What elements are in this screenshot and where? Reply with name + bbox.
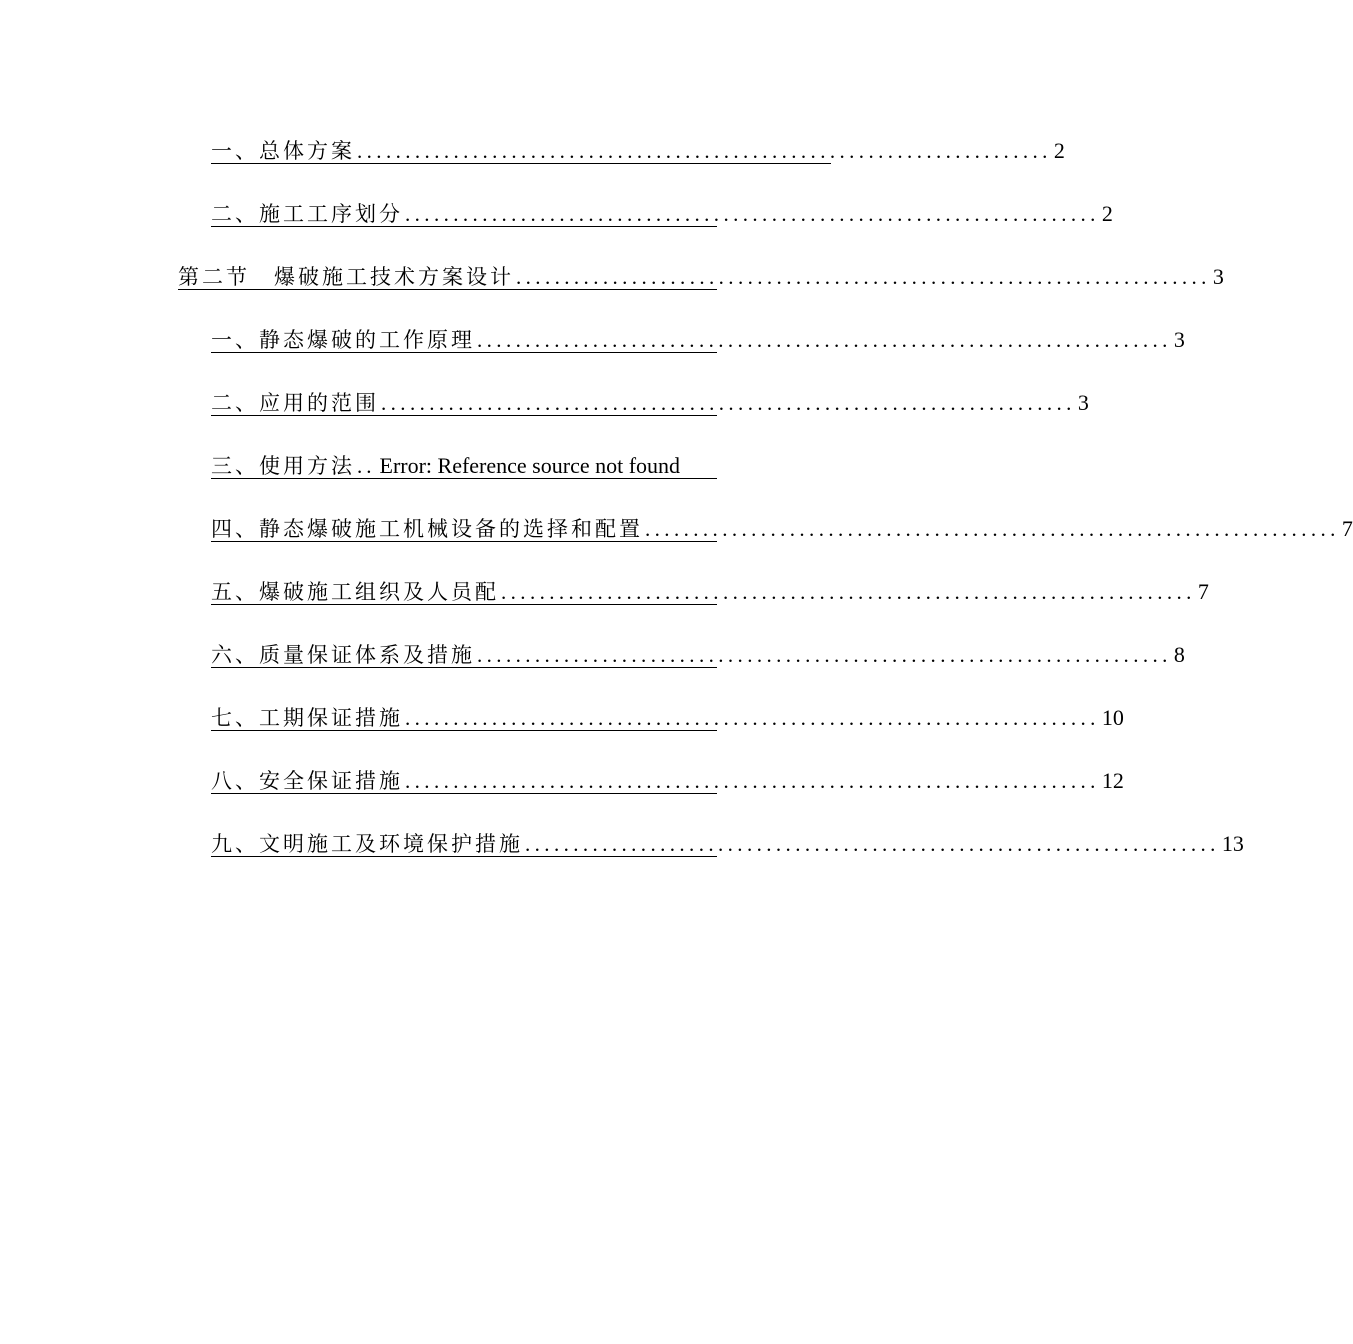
toc-page-number: 3 xyxy=(1077,390,1089,415)
toc-entry-title: 八、安全保证措施 xyxy=(211,769,403,793)
toc-dot-leader: ........................................................................ xyxy=(477,643,1172,667)
toc-entry-title: 二、应用的范围 xyxy=(211,391,379,415)
toc-page-number: 13 xyxy=(1221,831,1244,856)
toc-page-number: 10 xyxy=(1101,705,1124,730)
toc-entry-quality-assurance[interactable] xyxy=(211,639,1185,668)
toc-entry-usage-method[interactable] xyxy=(211,450,717,479)
toc-entry-title: 五、爆破施工组织及人员配 xyxy=(211,580,499,604)
toc-dot-leader: ........................................................................ xyxy=(516,265,1211,289)
toc-entry-application-scope[interactable] xyxy=(211,387,1089,416)
toc-page-number: 12 xyxy=(1101,768,1124,793)
toc-page-number: 7 xyxy=(1341,516,1353,541)
toc-dot-leader: .. xyxy=(357,454,376,478)
toc-entry-equipment-selection[interactable] xyxy=(211,513,1353,542)
toc-dot-leader: ........................................................................ xyxy=(525,832,1220,856)
toc-entry-schedule-assurance[interactable] xyxy=(211,702,1124,731)
toc-entry-title: 二、施工工序划分 xyxy=(211,202,403,226)
toc-entry-title: 一、总体方案 xyxy=(211,139,355,163)
toc-dot-leader: ........................................................................ xyxy=(477,328,1172,352)
toc-dot-leader: ........................................................................ xyxy=(381,391,1076,415)
toc-dot-leader: ........................................................................ xyxy=(645,517,1340,541)
toc-dot-leader: ........................................................................ xyxy=(405,706,1100,730)
toc-entry-title: 三、使用方法 xyxy=(211,454,355,478)
toc-entry-working-principle[interactable] xyxy=(211,324,1185,353)
toc-entry-title: 六、质量保证体系及措施 xyxy=(211,643,475,667)
toc-entry-civilized-construction[interactable] xyxy=(211,828,1244,857)
toc-page-number: 3 xyxy=(1173,327,1185,352)
toc-dot-leader: ........................................................................ xyxy=(357,139,1052,163)
toc-entry-construction-sequence[interactable] xyxy=(211,198,1113,227)
toc-page-number: 3 xyxy=(1212,264,1224,289)
toc-entry-title: 四、静态爆破施工机械设备的选择和配置 xyxy=(211,517,643,541)
toc-entry-section-2-blasting-design[interactable] xyxy=(178,261,1224,290)
toc-entry-safety-assurance[interactable] xyxy=(211,765,1124,794)
toc-dot-leader: ........................................................................ xyxy=(501,580,1196,604)
toc-page-number: 2 xyxy=(1101,201,1113,226)
toc-entry-title: 七、工期保证措施 xyxy=(211,706,403,730)
toc-entry-title: 九、文明施工及环境保护措施 xyxy=(211,832,523,856)
toc-entry-title: 第二节 爆破施工技术方案设计 xyxy=(178,265,514,289)
toc-page-number: 8 xyxy=(1173,642,1185,667)
toc-page-number: 2 xyxy=(1053,138,1065,163)
toc-page-number: 7 xyxy=(1197,579,1209,604)
toc-entry-overall-plan[interactable] xyxy=(211,135,1065,164)
toc-entry-title: 一、静态爆破的工作原理 xyxy=(211,328,475,352)
toc-reference-error: Error: Reference source not found xyxy=(379,453,681,478)
toc-dot-leader: ........................................................................ xyxy=(405,202,1100,226)
toc-dot-leader: ........................................................................ xyxy=(405,769,1100,793)
toc-entry-organization-staffing[interactable] xyxy=(211,576,1209,605)
